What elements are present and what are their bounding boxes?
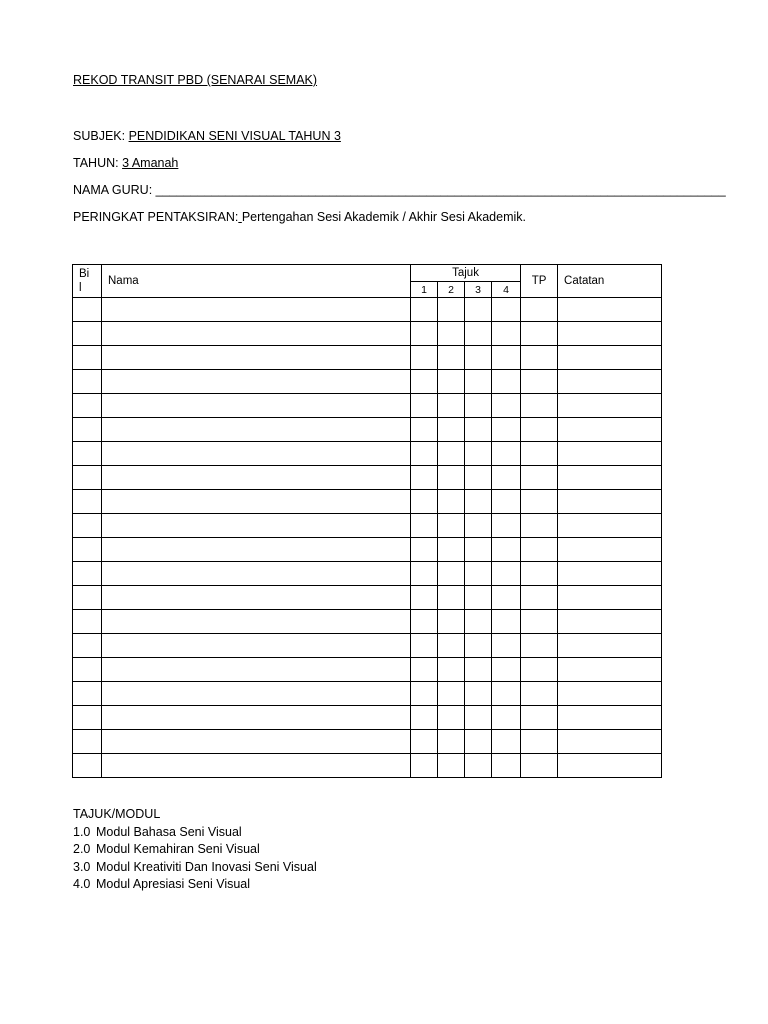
cell-bil[interactable] [73,514,102,538]
cell-tajuk-1[interactable] [411,658,438,682]
cell-tajuk-1[interactable] [411,610,438,634]
cell-tajuk-3[interactable] [465,322,492,346]
legend-item [73,876,317,894]
cell-tajuk-4[interactable] [492,442,521,466]
cell-tajuk-4[interactable] [492,322,521,346]
tahun-label: TAHUN: [73,156,123,170]
cell-tp[interactable] [521,346,558,370]
cell-nama[interactable] [102,442,411,466]
tajuk-number-3: 3 [465,282,492,298]
cell-bil[interactable] [73,610,102,634]
cell-tajuk-4[interactable] [492,730,521,754]
cell-bil[interactable] [73,490,102,514]
cell-tajuk-1[interactable] [411,370,438,394]
cell-tp[interactable] [521,610,558,634]
cell-tp[interactable] [521,298,558,322]
cell-tp[interactable] [521,466,558,490]
table-row [73,514,662,538]
tahun-line [73,155,178,171]
table-row [73,442,662,466]
legend-item [73,824,317,842]
cell-tajuk-2[interactable] [438,538,465,562]
cell-tajuk-2[interactable] [438,730,465,754]
cell-tajuk-1[interactable] [411,730,438,754]
cell-tp[interactable] [521,562,558,586]
cell-catatan[interactable] [558,442,662,466]
table-row [73,730,662,754]
table-row [73,610,662,634]
cell-catatan[interactable] [558,562,662,586]
cell-tajuk-3[interactable] [465,562,492,586]
cell-catatan[interactable] [558,490,662,514]
table-row [73,418,662,442]
cell-bil[interactable] [73,394,102,418]
tajuk-number-2: 2 [438,282,465,298]
cell-tajuk-3[interactable] [465,346,492,370]
subjek-value: PENDIDIKAN SENI VISUAL TAHUN 3 [128,129,341,143]
cell-tajuk-3[interactable] [465,706,492,730]
cell-tajuk-4[interactable] [492,346,521,370]
cell-tp[interactable] [521,418,558,442]
cell-tajuk-4[interactable] [492,514,521,538]
cell-catatan[interactable] [558,346,662,370]
cell-tajuk-3[interactable] [465,514,492,538]
cell-nama[interactable] [102,706,411,730]
cell-tajuk-2[interactable] [438,658,465,682]
nama-guru-blank: __________________________________________________________________________________ [155,183,726,197]
cell-tajuk-1[interactable] [411,706,438,730]
cell-nama[interactable] [102,394,411,418]
cell-tajuk-2[interactable] [438,754,465,778]
cell-tp[interactable] [521,634,558,658]
cell-tajuk-2[interactable] [438,466,465,490]
cell-catatan[interactable] [558,514,662,538]
cell-bil[interactable] [73,562,102,586]
cell-catatan[interactable] [558,706,662,730]
table-row [73,346,662,370]
tahun-value: 3 Amanah [122,156,179,170]
cell-nama[interactable] [102,658,411,682]
cell-tajuk-2[interactable] [438,370,465,394]
peringkat-value: Pertengahan Sesi Akademik / Akhir Sesi Akademik. [241,210,526,224]
cell-tajuk-1[interactable] [411,562,438,586]
tajuk-modul-legend [73,806,317,894]
cell-nama[interactable] [102,418,411,442]
cell-tajuk-4[interactable] [492,754,521,778]
nama-guru-line [73,182,726,198]
cell-tajuk-4[interactable] [492,682,521,706]
table-row [73,322,662,346]
cell-tajuk-1[interactable] [411,634,438,658]
cell-tajuk-2[interactable] [438,610,465,634]
cell-nama[interactable] [102,586,411,610]
cell-tp[interactable] [521,682,558,706]
cell-catatan[interactable] [558,730,662,754]
table-row [73,682,662,706]
cell-tajuk-3[interactable] [465,394,492,418]
cell-tp[interactable] [521,490,558,514]
cell-tajuk-3[interactable] [465,442,492,466]
legend-item [73,859,317,877]
cell-tajuk-4[interactable] [492,490,521,514]
cell-tajuk-1[interactable] [411,346,438,370]
cell-tajuk-4[interactable] [492,586,521,610]
cell-tp[interactable] [521,658,558,682]
table-row [73,538,662,562]
cell-bil[interactable] [73,466,102,490]
legend-item-label: Modul Kemahiran Seni Visual [96,842,260,856]
header-bil-line2: l [79,282,82,294]
cell-nama[interactable] [102,490,411,514]
legend-item-number: 1.0 [73,824,91,839]
cell-tajuk-1[interactable] [411,322,438,346]
cell-nama[interactable] [102,562,411,586]
cell-tajuk-2[interactable] [438,418,465,442]
legend-item-label: Modul Apresiasi Seni Visual [96,877,251,891]
header-catatan: Catatan [558,265,662,298]
cell-tajuk-1[interactable] [411,466,438,490]
cell-tajuk-1[interactable] [411,514,438,538]
cell-tajuk-1[interactable] [411,754,438,778]
header-tajuk: Tajuk [411,265,521,282]
cell-catatan[interactable] [558,466,662,490]
legend-item-label: Modul Bahasa Seni Visual [96,824,242,839]
cell-tajuk-1[interactable] [411,442,438,466]
peringkat-line [73,209,526,225]
cell-tp[interactable] [521,754,558,778]
cell-tp[interactable] [521,370,558,394]
tajuk-number-1: 1 [411,282,438,298]
tajuk-number-4: 4 [492,282,521,298]
cell-nama[interactable] [102,370,411,394]
cell-bil[interactable] [73,370,102,394]
legend-item-number: 4.0 [73,877,91,891]
cell-tajuk-3[interactable] [465,418,492,442]
cell-tajuk-3[interactable] [465,370,492,394]
cell-bil[interactable] [73,730,102,754]
cell-nama[interactable] [102,322,411,346]
cell-tajuk-3[interactable] [465,466,492,490]
header-bil-line1: Bi [79,268,90,280]
cell-tp[interactable] [521,730,558,754]
cell-tajuk-4[interactable] [492,394,521,418]
cell-bil[interactable] [73,322,102,346]
table-row [73,754,662,778]
cell-nama[interactable] [102,682,411,706]
cell-tajuk-3[interactable] [465,610,492,634]
header-bil [73,265,102,298]
cell-tajuk-2[interactable] [438,346,465,370]
cell-tajuk-2[interactable] [438,562,465,586]
cell-catatan[interactable] [558,658,662,682]
cell-bil[interactable] [73,346,102,370]
cell-catatan[interactable] [558,610,662,634]
table-header-row [73,265,662,282]
cell-tajuk-4[interactable] [492,538,521,562]
cell-tajuk-1[interactable] [411,538,438,562]
table-row [73,634,662,658]
cell-catatan[interactable] [558,394,662,418]
cell-nama[interactable] [102,634,411,658]
checklist-table [72,264,662,778]
cell-bil[interactable] [73,442,102,466]
cell-tajuk-2[interactable] [438,514,465,538]
cell-tajuk-2[interactable] [438,682,465,706]
cell-tajuk-2[interactable] [438,490,465,514]
cell-tajuk-1[interactable] [411,586,438,610]
cell-catatan[interactable] [558,538,662,562]
cell-catatan[interactable] [558,298,662,322]
cell-tajuk-2[interactable] [438,634,465,658]
subjek-line [73,128,341,144]
table-row [73,706,662,730]
header-tp: TP [521,265,558,298]
peringkat-label: PERINGKAT PENTAKSIRAN: [73,210,239,224]
table-row [73,466,662,490]
cell-bil[interactable] [73,634,102,658]
cell-catatan[interactable] [558,370,662,394]
table-row [73,586,662,610]
cell-tajuk-2[interactable] [438,394,465,418]
cell-tp[interactable] [521,706,558,730]
cell-tajuk-2[interactable] [438,586,465,610]
cell-tajuk-4[interactable] [492,634,521,658]
cell-tp[interactable] [521,514,558,538]
cell-nama[interactable] [102,514,411,538]
cell-catatan[interactable] [558,682,662,706]
cell-catatan[interactable] [558,754,662,778]
cell-tajuk-3[interactable] [465,682,492,706]
table-row [73,298,662,322]
legend-heading: TAJUK/MODUL [73,807,161,821]
cell-tajuk-4[interactable] [492,370,521,394]
cell-tajuk-3[interactable] [465,730,492,754]
legend-item-label: Modul Kreativiti Dan Inovasi Seni Visual [96,859,317,874]
cell-tp[interactable] [521,586,558,610]
cell-tajuk-3[interactable] [465,298,492,322]
cell-bil[interactable] [73,706,102,730]
document-title: REKOD TRANSIT PBD (SENARAI SEMAK) [73,73,318,87]
cell-nama[interactable] [102,610,411,634]
cell-tajuk-1[interactable] [411,298,438,322]
cell-tajuk-4[interactable] [492,466,521,490]
cell-bil[interactable] [73,658,102,682]
cell-bil[interactable] [73,682,102,706]
cell-bil[interactable] [73,418,102,442]
subjek-label: SUBJEK: [73,129,129,143]
cell-tajuk-1[interactable] [411,490,438,514]
table-row [73,658,662,682]
cell-bil[interactable] [73,586,102,610]
cell-nama[interactable] [102,754,411,778]
cell-tajuk-2[interactable] [438,706,465,730]
cell-tajuk-1[interactable] [411,418,438,442]
cell-bil[interactable] [73,754,102,778]
cell-tajuk-3[interactable] [465,634,492,658]
cell-tajuk-3[interactable] [465,658,492,682]
cell-tajuk-2[interactable] [438,322,465,346]
cell-tajuk-4[interactable] [492,298,521,322]
cell-tajuk-1[interactable] [411,394,438,418]
table-row [73,562,662,586]
table-row [73,394,662,418]
cell-tp[interactable] [521,394,558,418]
header-nama: Nama [102,265,411,298]
cell-tp[interactable] [521,442,558,466]
cell-tajuk-3[interactable] [465,538,492,562]
legend-item-number: 3.0 [73,859,91,874]
cell-nama[interactable] [102,730,411,754]
cell-tajuk-3[interactable] [465,754,492,778]
cell-nama[interactable] [102,466,411,490]
cell-tp[interactable] [521,538,558,562]
cell-catatan[interactable] [558,322,662,346]
cell-nama[interactable] [102,298,411,322]
cell-nama[interactable] [102,346,411,370]
cell-catatan[interactable] [558,634,662,658]
cell-nama[interactable] [102,538,411,562]
cell-tajuk-4[interactable] [492,610,521,634]
cell-tajuk-4[interactable] [492,658,521,682]
cell-tajuk-4[interactable] [492,706,521,730]
cell-tp[interactable] [521,322,558,346]
cell-catatan[interactable] [558,586,662,610]
nama-guru-label: NAMA GURU: [73,183,156,197]
cell-tajuk-4[interactable] [492,562,521,586]
cell-bil[interactable] [73,538,102,562]
table-row [73,490,662,514]
legend-item-number: 2.0 [73,842,91,856]
cell-tajuk-2[interactable] [438,442,465,466]
cell-tajuk-4[interactable] [492,418,521,442]
cell-catatan[interactable] [558,418,662,442]
table-row [73,370,662,394]
cell-tajuk-1[interactable] [411,682,438,706]
legend-item [73,841,317,859]
cell-tajuk-3[interactable] [465,586,492,610]
cell-tajuk-2[interactable] [438,298,465,322]
cell-bil[interactable] [73,298,102,322]
cell-tajuk-3[interactable] [465,490,492,514]
